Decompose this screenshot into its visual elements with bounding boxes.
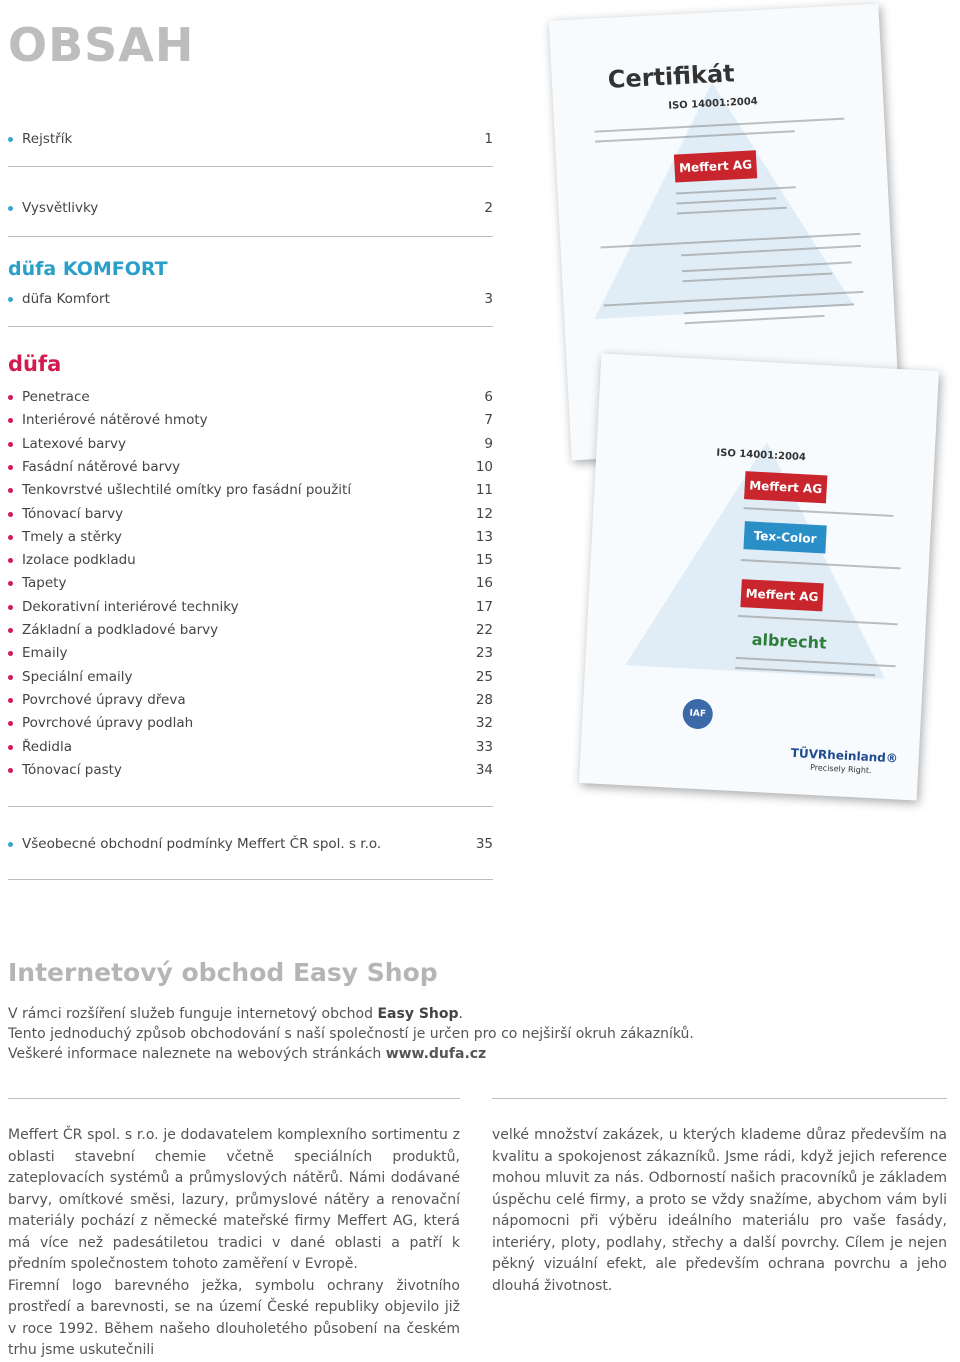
about-paragraph-2: Firemní logo barevného ježka, symbolu ochrany životního prostředí a barevnosti, se na území České republiky objevilo již v roce 1992. Během našeho dlouholetého působení na českém trhu jsme uskutečnili xyxy=(8,1277,460,1358)
toc-entry-page: 35 xyxy=(475,836,493,852)
bullet-icon xyxy=(8,605,13,610)
meffert-logo: Meffert AG xyxy=(744,471,827,503)
toc-entry-page: 33 xyxy=(475,738,493,755)
albrecht-logo: albrecht xyxy=(751,629,828,653)
toc-entry-page: 3 xyxy=(484,291,493,307)
toc-entry-page: 6 xyxy=(484,389,493,405)
toc-entry[interactable] xyxy=(8,433,493,455)
certificate-image-2 xyxy=(579,353,939,800)
about-right-column xyxy=(492,1125,947,1297)
bullet-icon xyxy=(8,442,13,447)
toc-entry[interactable] xyxy=(8,456,493,478)
toc-entry-label: Tapety xyxy=(22,575,67,592)
bullet-icon xyxy=(8,675,13,680)
bullet-icon xyxy=(8,137,13,142)
toc-entry-page: 11 xyxy=(475,482,493,499)
toc-entry-page: 32 xyxy=(475,715,493,732)
toc-entry-label: Tenkovrstvé ušlechtilé omítky pro fasádní použití xyxy=(22,482,352,499)
toc-entry[interactable] xyxy=(8,642,493,664)
toc-entry[interactable] xyxy=(8,503,493,525)
toc-entry-vysvetlivky[interactable] xyxy=(8,197,493,219)
tex-color-logo: Tex-Color xyxy=(743,521,826,553)
shop-line-2: Tento jednoduchý způsob obchodování s naší společností je určen pro co nejširší okruh zákazníků. xyxy=(8,1026,694,1042)
meffert-logo: Meffert AG xyxy=(674,150,757,182)
shop-line-3: Veškeré informace naleznete na webových stránkách www.dufa.cz xyxy=(8,1046,487,1062)
toc-entry-label: düfa Komfort xyxy=(22,291,110,307)
toc-entry[interactable] xyxy=(8,712,493,734)
divider xyxy=(8,879,493,880)
toc-entry-page: 17 xyxy=(475,598,493,615)
shop-description xyxy=(8,1004,908,1064)
toc-entry-page: 12 xyxy=(475,505,493,522)
toc-entry[interactable] xyxy=(8,666,493,688)
toc-entry-label: Ředidla xyxy=(22,738,72,755)
divider xyxy=(8,1098,460,1099)
toc-entry-page: 13 xyxy=(475,528,493,545)
about-left-column xyxy=(8,1125,460,1362)
toc-entry-label: Tónovací barvy xyxy=(22,505,124,522)
toc-entry-page: 7 xyxy=(484,412,493,429)
toc-entry[interactable] xyxy=(8,386,493,408)
toc-entry-page: 2 xyxy=(484,200,493,216)
toc-entry-page: 15 xyxy=(475,552,493,569)
toc-entry-label: Izolace podkladu xyxy=(22,552,136,569)
bullet-icon xyxy=(8,297,13,302)
bullet-icon xyxy=(8,488,13,493)
divider xyxy=(8,806,493,807)
toc-entry[interactable] xyxy=(8,572,493,594)
toc-entry-page: 10 xyxy=(475,458,493,475)
divider xyxy=(8,236,493,237)
toc-entry-dufa-komfort[interactable] xyxy=(8,288,493,310)
bullet-icon xyxy=(8,581,13,586)
toc-entry[interactable] xyxy=(8,736,493,758)
toc-entry-label: Latexové barvy xyxy=(22,435,126,452)
toc-entry-label: Vysvětlivky xyxy=(22,200,99,216)
shop-line-1: V rámci rozšíření služeb funguje internetový obchod Easy Shop. xyxy=(8,1006,463,1022)
certificate-title: Certifikát xyxy=(607,59,736,94)
toc-entry-label: Interiérové nátěrové hmoty xyxy=(22,412,208,429)
watermark-triangle xyxy=(582,76,854,319)
toc-entry-page: 1 xyxy=(484,131,493,147)
toc-entry-page: 9 xyxy=(484,435,493,452)
toc-entry-page: 23 xyxy=(475,645,493,662)
tuv-brand: TÜVRheinland® xyxy=(790,745,899,766)
meffert-logo: Meffert AG xyxy=(740,579,823,611)
toc-entry[interactable] xyxy=(8,596,493,618)
bullet-icon xyxy=(8,721,13,726)
section-heading-komfort: düfa KOMFORT xyxy=(8,258,168,280)
toc-entry-label: Všeobecné obchodní podmínky Meffert ČR spol. s r.o. xyxy=(22,836,382,852)
toc-entry-page: 28 xyxy=(475,691,493,708)
tuv-slogan: Precisely Right. xyxy=(809,762,872,776)
toc-entry-label: Povrchové úpravy dřeva xyxy=(22,691,186,708)
bullet-icon xyxy=(8,512,13,517)
iaf-logo-icon: IAF xyxy=(682,698,714,730)
bullet-icon xyxy=(8,395,13,400)
toc-entry-rejstrik[interactable] xyxy=(8,128,493,150)
bullet-icon xyxy=(8,768,13,773)
toc-entry-label: Povrchové úpravy podlah xyxy=(22,715,194,732)
section-heading-dufa: düfa xyxy=(8,352,62,376)
toc-entry[interactable] xyxy=(8,689,493,711)
text-line xyxy=(685,315,825,324)
bullet-icon xyxy=(8,535,13,540)
bullet-icon xyxy=(8,698,13,703)
toc-entry-label: Rejstřík xyxy=(22,131,73,147)
toc-entry-terms[interactable] xyxy=(8,833,493,855)
toc-entry-label: Základní a podkladové barvy xyxy=(22,622,219,638)
toc-entry[interactable] xyxy=(8,619,493,641)
toc-entry-label: Emaily xyxy=(22,645,68,662)
bullet-icon xyxy=(8,206,13,211)
divider xyxy=(8,166,493,167)
toc-entry-page: 25 xyxy=(475,668,493,685)
shop-title: Internetový obchod Easy Shop xyxy=(8,958,438,987)
toc-entry-label: Tónovací pasty xyxy=(22,761,122,778)
bullet-icon xyxy=(8,842,13,847)
toc-entry[interactable] xyxy=(8,526,493,548)
toc-entry-page: 34 xyxy=(475,761,493,778)
bullet-icon xyxy=(8,558,13,563)
about-paragraph-1: Meffert ČR spol. s r.o. je dodavatelem komplexního sortimentu z oblasti stavební chemie včetně speciálních produktů, zateplovacích systémů a průmyslových nátěrů. Námi dodávané barvy, omítkové směsi, lazury, průmyslové nátěry a renovační materiály pochází z německé mateřské firmy Meffert AG, která má více než padesátiletou tradici v dané oblasti a patří k předním společnostem tohoto zaměření v Evropě. xyxy=(8,1127,460,1272)
bullet-icon xyxy=(8,745,13,750)
divider xyxy=(8,326,493,327)
toc-entry-page: 22 xyxy=(475,622,493,638)
toc-entry-page: 16 xyxy=(475,575,493,592)
bullet-icon xyxy=(8,651,13,656)
divider xyxy=(492,1098,947,1099)
toc-entry[interactable] xyxy=(8,549,493,571)
certificate-standard: ISO 14001:2004 xyxy=(716,447,807,464)
bullet-icon xyxy=(8,465,13,470)
toc-entry-label: Dekorativní interiérové techniky xyxy=(22,598,239,615)
toc-entry-label: Tmely a stěrky xyxy=(22,528,122,545)
about-paragraph-3: velké množství zakázek, u kterých klademe důraz především na kvalitu a spokojenost zákazníků. Jsme rádi, když jejich reference mohou mluvit za nás. Odborností našich pracovníků je základem úspěchu celé firmy, a proto se vždy snažíme, abychom vám byli nápomocni při výběru ideálního materiálu pro vaše fasády, interiéry, ploty, podlahy, střechy a další povrchy. Cílem je nejen pěkný vizuální efekt, ale především ochrana povrchu a jeho dlouhá životnost. xyxy=(492,1127,947,1294)
certificate-standard: ISO 14001:2004 xyxy=(668,96,759,112)
bullet-icon xyxy=(8,628,13,633)
toc-entry[interactable] xyxy=(8,409,493,431)
website-link[interactable]: www.dufa.cz xyxy=(385,1046,487,1062)
toc-entry[interactable] xyxy=(8,759,493,781)
toc-entry-label: Penetrace xyxy=(22,389,90,405)
toc-entry-label: Fasádní nátěrové barvy xyxy=(22,458,181,475)
toc-entry[interactable] xyxy=(8,479,493,501)
toc-entry-label: Speciální emaily xyxy=(22,668,133,685)
bullet-icon xyxy=(8,418,13,423)
page-title: OBSAH xyxy=(8,18,195,72)
